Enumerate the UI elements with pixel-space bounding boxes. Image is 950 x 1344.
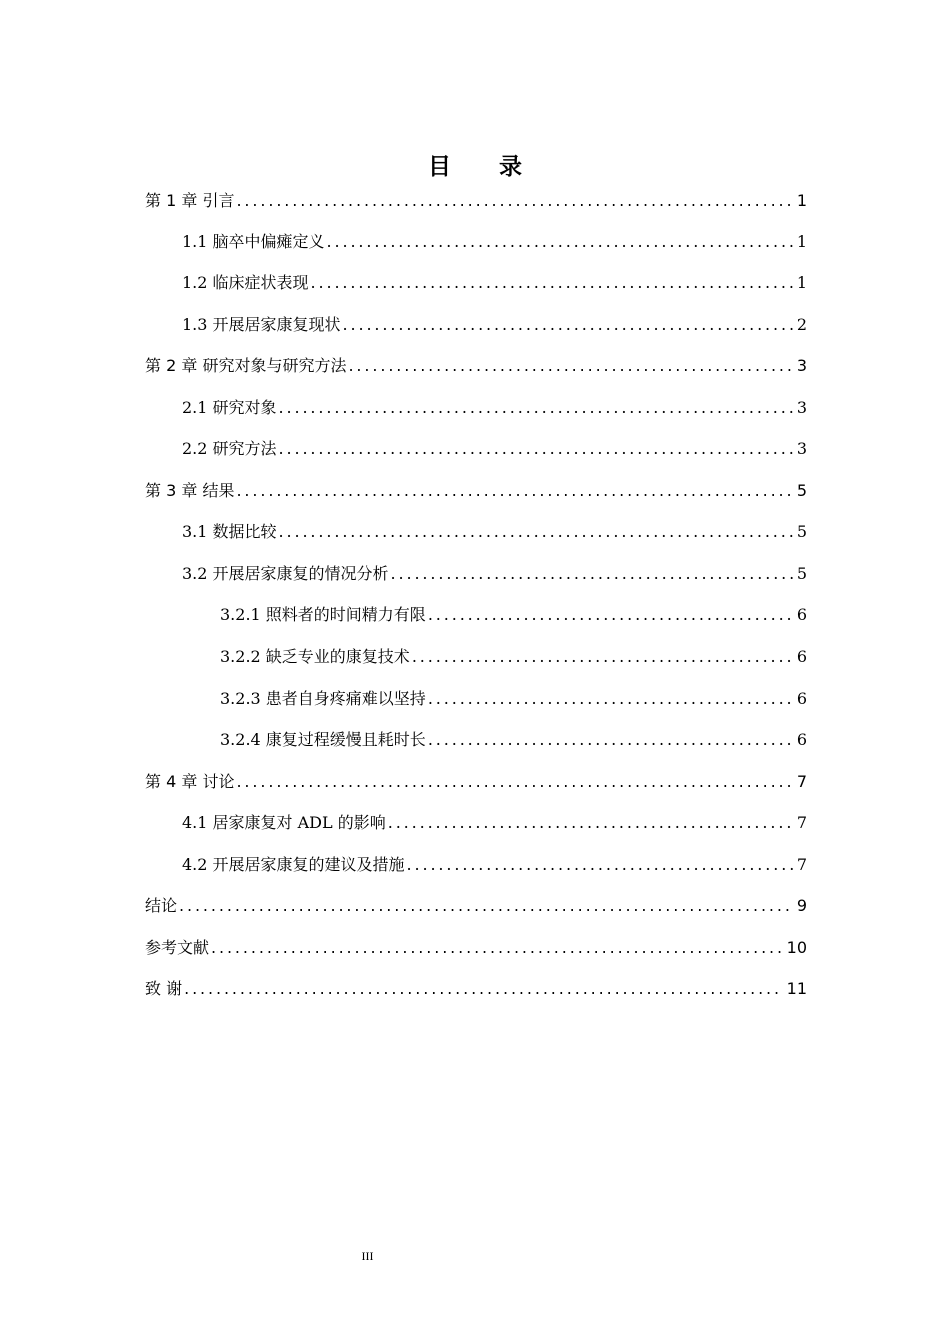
toc-entry-1-1[interactable] [182, 230, 807, 254]
toc-entry-chapter-4[interactable] [145, 770, 807, 794]
toc-leader-dots [236, 189, 792, 213]
toc-entry-label: 3.2.3 患者自身疼痛难以坚持 [220, 689, 426, 708]
toc-leader-dots [311, 271, 793, 295]
toc-leader-dots [236, 770, 792, 794]
toc-entry-page: 5 [796, 522, 807, 541]
toc-leader-dots [428, 603, 793, 627]
title-char-1: 目 [428, 154, 451, 180]
toc-entry-label: 1.2 临床症状表现 [182, 273, 309, 292]
toc-entry-1-2[interactable] [182, 271, 807, 295]
toc-entry-label: 第 2 章 研究对象与研究方法 [145, 356, 347, 375]
toc-entry-page: 3 [796, 356, 807, 375]
toc-entry-page: 7 [796, 813, 807, 832]
toc-entry-page: 3 [796, 439, 807, 458]
toc-entry-label: 3.1 数据比较 [182, 522, 277, 541]
toc-entry-label: 4.2 开展居家康复的建议及措施 [182, 855, 405, 874]
toc-entry-label: 结论 [145, 896, 178, 915]
toc-entry-page: 5 [796, 564, 807, 583]
toc-entry-3-2-1[interactable] [220, 603, 807, 627]
toc-entry-label: 4.1 居家康复对 ADL 的影响 [182, 813, 386, 832]
toc-leader-dots [279, 520, 793, 544]
toc-leader-dots [428, 687, 793, 711]
toc-entry-label: 3.2.4 康复过程缓慢且耗时长 [220, 730, 426, 749]
toc-entry-label: 参考文献 [145, 938, 210, 957]
toc-entry-page: 6 [796, 689, 807, 708]
toc-leader-dots [211, 936, 783, 960]
toc-leader-dots [179, 894, 793, 918]
toc-entry-chapter-2[interactable] [145, 354, 807, 378]
toc-entry-page: 3 [796, 398, 807, 417]
toc-entry-acknowledgements[interactable] [145, 977, 807, 1001]
toc-entry-page: 11 [786, 979, 807, 998]
toc-leader-dots [236, 479, 792, 503]
toc-entry-3-2-3[interactable] [220, 687, 807, 711]
toc-leader-dots [343, 313, 793, 337]
toc-entry-label: 3.2.1 照料者的时间精力有限 [220, 605, 426, 624]
toc-entry-conclusion[interactable] [145, 894, 807, 918]
toc-entry-page: 7 [796, 772, 807, 791]
page-number-footer: III [361, 1249, 374, 1263]
toc-entry-label: 2.1 研究对象 [182, 398, 277, 417]
toc-entry-page: 1 [796, 232, 807, 251]
toc-entry-3-2[interactable] [182, 562, 807, 586]
toc-entry-page: 1 [796, 273, 807, 292]
toc-entry-label: 3.2 开展居家康复的情况分析 [182, 564, 389, 583]
toc-leader-dots [388, 811, 793, 835]
toc-leader-dots [428, 728, 793, 752]
toc-leader-dots [407, 853, 793, 877]
toc-entry-label: 第 3 章 结果 [145, 481, 235, 500]
toc-entry-label: 2.2 研究方法 [182, 439, 277, 458]
toc-entry-1-3[interactable] [182, 313, 807, 337]
toc-entry-page: 5 [796, 481, 807, 500]
toc-entry-chapter-3[interactable] [145, 479, 807, 503]
toc-entry-page: 1 [796, 191, 807, 210]
toc-entry-page: 6 [796, 647, 807, 666]
toc-entry-3-2-2[interactable] [220, 645, 807, 669]
toc-entry-2-1[interactable] [182, 396, 807, 420]
toc-entry-page: 10 [786, 938, 807, 957]
toc-entry-references[interactable] [145, 936, 807, 960]
toc-leader-dots [279, 437, 793, 461]
toc-entry-4-2[interactable] [182, 853, 807, 877]
toc-entry-2-2[interactable] [182, 437, 807, 461]
toc-leader-dots [279, 396, 793, 420]
toc-entry-3-2-4[interactable] [220, 728, 807, 752]
toc-leader-dots [348, 354, 792, 378]
toc-entry-page: 9 [796, 896, 807, 915]
toc-leader-dots [412, 645, 793, 669]
toc-entry-page: 6 [796, 605, 807, 624]
toc-entry-chapter-1[interactable] [145, 189, 807, 213]
toc-entry-label: 1.1 脑卒中偏瘫定义 [182, 232, 325, 251]
toc-entry-page: 7 [796, 855, 807, 874]
toc-entry-label: 第 1 章 引言 [145, 191, 235, 210]
toc-leader-dots [327, 230, 793, 254]
page-title [0, 148, 950, 181]
title-char-2: 录 [499, 154, 522, 180]
toc-leader-dots [391, 562, 793, 586]
toc-entry-page: 2 [796, 315, 807, 334]
toc-entry-label: 3.2.2 缺乏专业的康复技术 [220, 647, 410, 666]
toc-entry-4-1[interactable] [182, 811, 807, 835]
toc-entry-label: 致 谢 [145, 979, 183, 998]
toc-entry-label: 第 4 章 讨论 [145, 772, 235, 791]
toc-entry-3-1[interactable] [182, 520, 807, 544]
toc-entry-page: 6 [796, 730, 807, 749]
toc-leader-dots [184, 977, 783, 1001]
toc-entry-label: 1.3 开展居家康复现状 [182, 315, 341, 334]
